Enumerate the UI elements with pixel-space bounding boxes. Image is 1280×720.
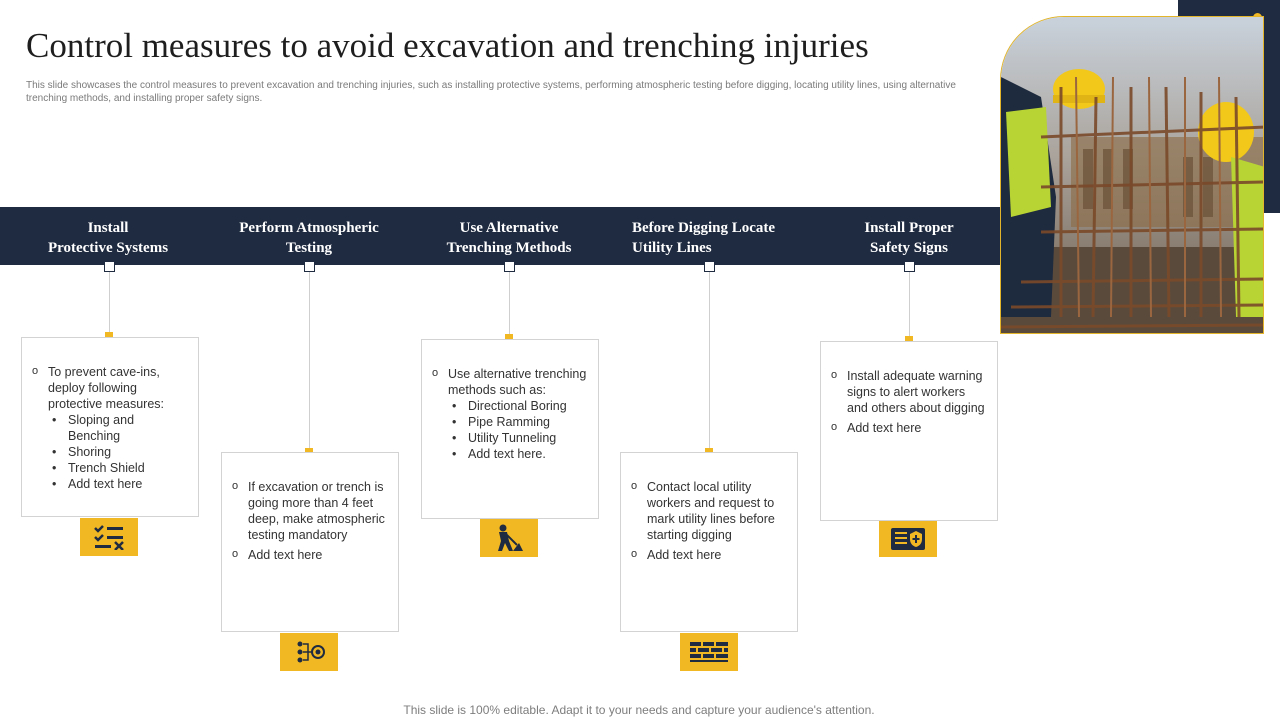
card-item: o Contact local utility workers and request to mark utility lines before starting digging — [631, 479, 787, 543]
slide-title: Control measures to avoid excavation and trenching injuries — [26, 26, 869, 65]
card-item: o If excavation or trench is going more than 4 feet deep, make atmospheric testing mandatory — [232, 479, 388, 543]
digging-worker-icon — [480, 519, 538, 557]
sub-item: • Sloping and Benching — [52, 412, 188, 444]
card-item: o Add text here — [831, 420, 987, 436]
timeline-node-2 — [304, 261, 315, 272]
card-item: o Add text here — [232, 547, 388, 563]
heading-safety-signs: Install Proper Safety Signs — [864, 220, 954, 256]
sub-item: • Shoring — [52, 444, 188, 460]
card-protective-systems — [21, 337, 199, 517]
checklist-icon — [80, 518, 138, 556]
card-item: o Install adequate warning signs to alert workers and others about digging — [831, 368, 987, 416]
sub-item: • Pipe Ramming — [452, 414, 588, 430]
card-alternative-methods — [421, 339, 599, 519]
item-text: Use alternative trenching methods such as: — [448, 367, 587, 397]
card-item: o Add text here — [631, 547, 787, 563]
sub-list — [48, 412, 188, 492]
heading-atmospheric-testing: Perform Atmospheric Testing — [239, 220, 379, 256]
heading-locate-utility-lines: Before Digging Locate Utility Lines — [632, 220, 776, 256]
sub-list — [448, 398, 588, 462]
sub-item: • Trench Shield — [52, 460, 188, 476]
slide-description: This slide showcases the control measures to prevent excavation and trenching injuries, such as installing protective systems, performing atmospheric testing before digging, locating utility lines, using alternative trenching methods, and installing proper safety signs. — [26, 80, 956, 104]
card-item — [32, 364, 188, 492]
sub-item: • Directional Boring — [452, 398, 588, 414]
timeline-node-3 — [504, 261, 515, 272]
sub-item: • Utility Tunneling — [452, 430, 588, 446]
item-text: To prevent cave-ins, deploy following protective measures: — [48, 365, 165, 411]
card-safety-signs — [820, 341, 998, 521]
workers-rebar-illustration — [1001, 17, 1264, 334]
sub-item: • Add text here — [52, 476, 188, 492]
timeline-node-4 — [704, 261, 715, 272]
timeline-node-1 — [104, 261, 115, 272]
brick-wall-icon — [680, 633, 738, 671]
timeline-node-5 — [904, 261, 915, 272]
connector-line-2 — [309, 272, 310, 452]
safety-sign-icon — [879, 521, 937, 557]
construction-photo — [1000, 16, 1264, 334]
card-atmospheric-testing — [221, 452, 399, 632]
heading-protective-systems: Install Protective Systems — [47, 220, 169, 256]
connector-line-4 — [709, 272, 710, 452]
footer-note: This slide is 100% editable. Adapt it to your needs and capture your audience's attention. — [403, 703, 875, 717]
card-locate-utility-lines — [620, 452, 798, 632]
card-item — [432, 366, 588, 462]
heading-alternative-methods: Use Alternative Trenching Methods — [446, 220, 572, 256]
connector-line-3 — [509, 272, 510, 339]
connector-line-5 — [909, 272, 910, 341]
connector-line-1 — [109, 272, 110, 337]
gas-test-icon — [280, 633, 338, 671]
sub-item: • Add text here. — [452, 446, 588, 462]
